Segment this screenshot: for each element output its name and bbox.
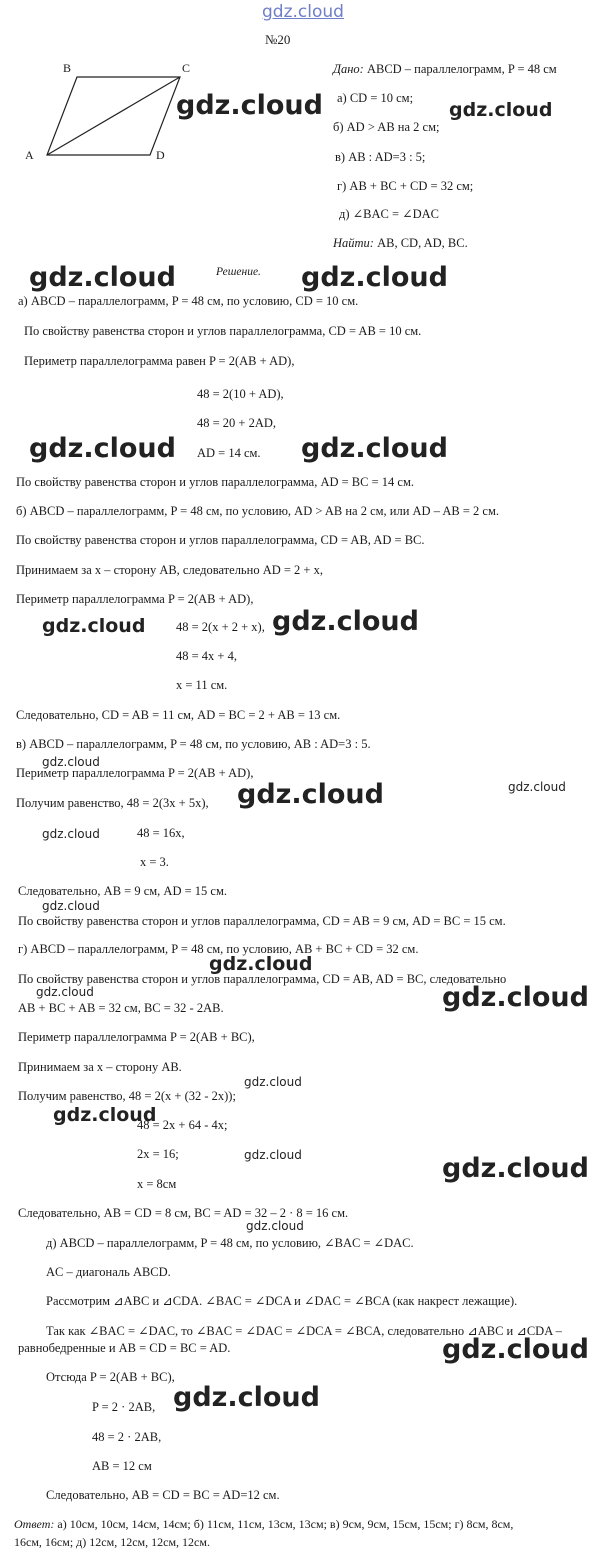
solution-line: По свойству равенства сторон и углов параллелограмма, CD = AB = 10 см. — [24, 324, 422, 338]
given-item: г) AB + BC + CD = 32 см; — [337, 179, 474, 193]
watermark: gdz.cloud — [53, 1104, 157, 1126]
solution-line: Следовательно, CD = AB = 11 см, AD = BC = 2 + AB = 13 см. — [16, 708, 341, 722]
given-item: а) CD = 10 см; — [337, 91, 414, 105]
solution-line: AB + BC + AB = 32 см, BC = 32 - 2AB. — [18, 1001, 224, 1015]
watermark: gdz.cloud — [42, 899, 100, 913]
watermark: gdz.cloud — [237, 779, 384, 810]
vertex-label-b: B — [63, 61, 72, 75]
solution-line: в) ABCD – параллелограмм, P = 48 см, по условию, AB : AD=3 : 5. — [16, 737, 371, 751]
solution-line: Периметр параллелограмма равен P = 2(AB + AD), — [24, 354, 295, 368]
solution-line: Принимаем за x – сторону AB. — [18, 1060, 182, 1074]
solution-line: x = 8см — [137, 1177, 177, 1191]
watermark: gdz.cloud — [449, 99, 553, 121]
watermark: gdz.cloud — [272, 606, 419, 637]
watermark: gdz.cloud — [508, 780, 566, 794]
watermark: gdz.cloud — [29, 433, 176, 464]
watermark: gdz.cloud — [29, 262, 176, 293]
solution-line: AD = 14 см. — [197, 446, 261, 460]
solution-line: P = 2 · 2AB, — [92, 1400, 156, 1414]
watermark: gdz.cloud — [36, 985, 94, 999]
solution-line: Периметр параллелограмма P = 2(AB + AD), — [16, 766, 254, 780]
diagonal-ac — [47, 77, 180, 155]
solution-line: Следовательно, AB = CD = BC = AD=12 см. — [46, 1488, 280, 1502]
watermark: gdz.cloud — [244, 1148, 302, 1162]
solution-line: AB = 12 см — [92, 1459, 152, 1473]
watermark: gdz.cloud — [42, 827, 100, 841]
watermark: gdz.cloud — [173, 1382, 320, 1413]
solution-line: а) ABCD – параллелограмм, P = 48 см, по условию, CD = 10 см. — [18, 294, 359, 308]
vertex-label-c: C — [182, 61, 191, 75]
watermark: gdz.cloud — [442, 1334, 589, 1365]
answer-line: 16см, 16см; д) 12см, 12см, 12см, 12см. — [14, 1535, 210, 1549]
given-item: б) AD > AB на 2 см; — [333, 120, 440, 134]
watermark: gdz.cloud — [209, 953, 313, 975]
solution-line: Принимаем за x – сторону AB, следовательно AD = 2 + x, — [16, 563, 323, 577]
solution-line: По свойству равенства сторон и углов параллелограмма, AD = BC = 14 см. — [16, 475, 414, 489]
watermark: gdz.cloud — [42, 755, 100, 769]
solution-line: 48 = 20 + 2AD, — [197, 416, 277, 430]
solution-line: Следовательно, AB = 9 см, AD = 15 см. — [18, 884, 227, 898]
solution-line: Следовательно, AB = CD = 8 см, BC = AD = 32 – 2 · 8 = 16 см. — [18, 1206, 349, 1220]
solution-line: 48 = 2 · 2AB, — [92, 1430, 162, 1444]
solution-line: Получим равенство, 48 = 2(x + (32 - 2x)); — [18, 1089, 236, 1103]
watermark: gdz.cloud — [246, 1219, 304, 1233]
solution-line: 48 = 2(10 + AD), — [197, 387, 284, 401]
solution-line: По свойству равенства сторон и углов параллелограмма, CD = AB, AD = BC, следовательно — [18, 972, 507, 986]
given-item: д) ∠BAC = ∠DAC — [339, 207, 439, 221]
solution-line: x = 11 см. — [176, 678, 228, 692]
watermark: gdz.cloud — [442, 982, 589, 1013]
watermark: gdz.cloud — [442, 1153, 589, 1184]
given-item: в) AB : AD=3 : 5; — [335, 150, 426, 164]
given-lead: Дано: ABCD – параллелограмм, P = 48 см — [333, 62, 557, 76]
solution-line: По свойству равенства сторон и углов параллелограмма, CD = AB, AD = BC. — [16, 533, 425, 547]
solution-line: Отсюда P = 2(AB + BC), — [46, 1370, 175, 1384]
solution-line: 48 = 2(x + 2 + x), — [176, 620, 265, 634]
answer-line: Ответ: а) 10см, 10см, 14см, 14см; б) 11см, 11см, 13см, 13см; в) 9см, 9см, 15см, 15см; г) 8см, 8см, — [14, 1517, 514, 1531]
solution-line: Периметр параллелограмма P = 2(AB + AD), — [16, 592, 254, 606]
watermark: gdz.cloud — [301, 262, 448, 293]
solution-line: б) ABCD – параллелограмм, P = 48 см, по условию, AD > AB на 2 см, или AD – AB = 2 см. — [16, 504, 500, 518]
solution-line: г) ABCD – параллелограмм, P = 48 см, по условию, AB + BC + CD = 32 см. — [18, 942, 419, 956]
solution-line: 48 = 16x, — [137, 826, 185, 840]
solution-line: По свойству равенства сторон и углов параллелограмма, CD = AB = 9 см, AD = BC = 15 см. — [18, 914, 506, 928]
vertex-label-d: D — [156, 148, 165, 162]
solution-line: Получим равенство, 48 = 2(3x + 5x), — [16, 796, 209, 810]
solution-line: Периметр параллелограмма P = 2(AB + BC), — [18, 1030, 255, 1044]
watermark: gdz.cloud — [301, 433, 448, 464]
solution-line: Рассмотрим ⊿ABC и ⊿CDA. ∠BAC = ∠DCA и ∠DAC = ∠BCA (как накрест лежащие). — [46, 1294, 518, 1308]
solution-line: 48 = 4x + 4, — [176, 649, 237, 663]
site-logo[interactable]: gdz.cloud — [262, 2, 344, 22]
solution-line: равнобедренные и AB = CD = BC = AD. — [18, 1341, 231, 1355]
solution-line: AC – диагональ ABCD. — [46, 1265, 171, 1279]
solution-line: д) ABCD – параллелограмм, P = 48 см, по условию, ∠BAC = ∠DAC. — [46, 1236, 414, 1250]
solution-line: 2x = 16; — [137, 1147, 179, 1161]
given-find: Найти: AB, CD, AD, BC. — [333, 236, 468, 250]
solution-line: x = 3. — [140, 855, 169, 869]
watermark: gdz.cloud — [244, 1075, 302, 1089]
vertex-label-a: A — [25, 148, 34, 162]
solution-line: Так как ∠BAC = ∠DAC, то ∠BAC = ∠DAC = ∠DCA = ∠BCA, следовательно ⊿ABC и ⊿CDA – — [46, 1324, 562, 1338]
solution-line: 48 = 2x + 64 - 4x; — [137, 1118, 228, 1132]
watermark: gdz.cloud — [176, 90, 323, 121]
solution-heading: Решение. — [216, 266, 261, 278]
problem-number: №20 — [265, 32, 291, 47]
watermark: gdz.cloud — [42, 615, 146, 637]
